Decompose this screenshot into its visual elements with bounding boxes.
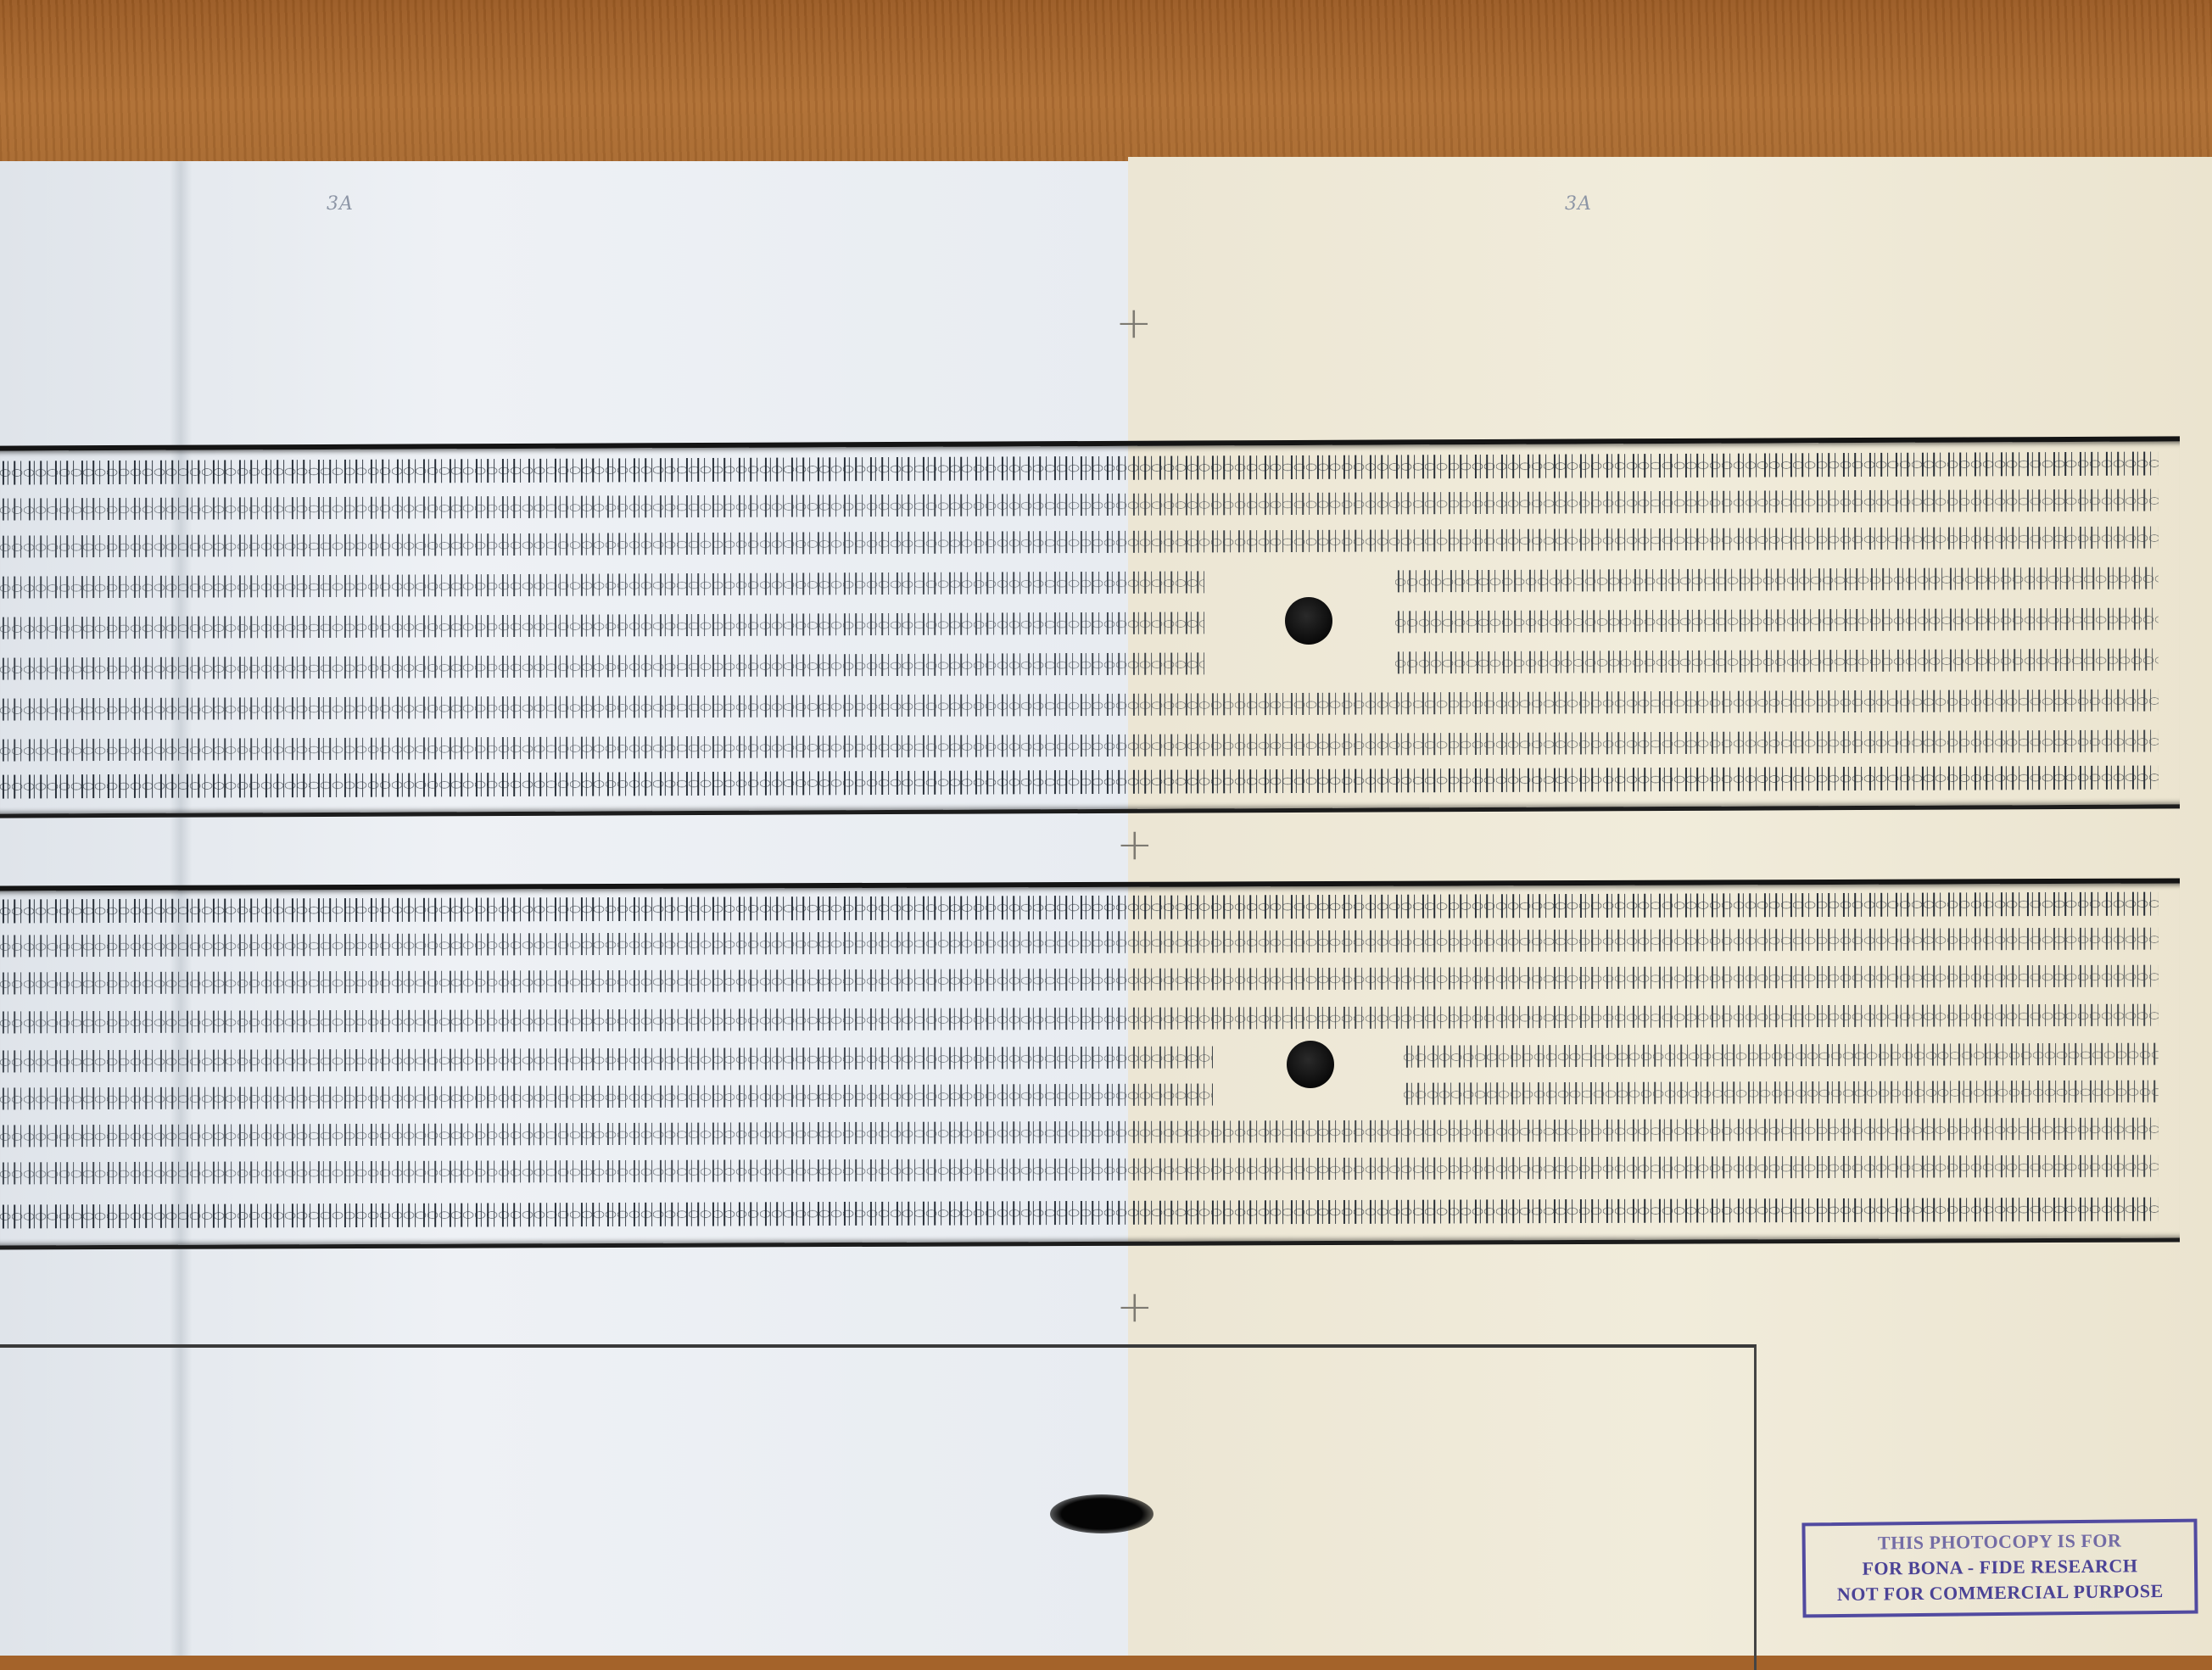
registration-cross-bottom: + [1116,1282,1153,1332]
script-line [0,965,2159,995]
stamp-line-1: THIS PHOTOCOPY IS FOR [1877,1529,2122,1554]
script-line [0,1083,1213,1109]
string-hole-leaf-1 [1285,597,1332,645]
research-use-stamp [1801,1519,2198,1618]
script-line [0,1155,2159,1185]
script-line [1404,1081,2159,1105]
script-line [0,892,2159,924]
palm-leaf-1 [0,436,2180,818]
left-page-number: 3A [327,193,354,215]
registration-cross-top: + [1115,298,1153,349]
script-line [0,928,2159,958]
ink-blot [1050,1494,1153,1533]
script-line [0,1046,1213,1072]
script-line [0,690,2159,721]
script-line [0,730,2159,762]
script-line [1395,567,2159,593]
script-line [0,1198,2159,1229]
script-line [0,527,2159,558]
script-line [0,766,2159,799]
script-line [0,452,2159,485]
script-line [0,1118,2159,1148]
script-line [0,652,1204,679]
script-line [0,1004,2159,1034]
script-line [1404,1043,2159,1068]
blank-leaf-outline [0,1344,1757,1670]
palm-leaf-2 [0,879,2180,1250]
stamp-line-2: FOR BONA - FIDE RESEARCH [1862,1555,2138,1579]
right-page-number: 3A [1565,193,1592,215]
string-hole-leaf-2 [1287,1041,1334,1088]
script-line [0,489,2159,521]
script-line [1395,608,2159,634]
registration-cross-middle: + [1116,819,1153,870]
wooden-table-background [0,0,2212,170]
script-line [0,612,1204,639]
script-line [1395,649,2159,674]
stamp-line-3: NOT FOR COMMERCIAL PURPOSE [1836,1579,2164,1606]
script-line [0,571,1204,598]
